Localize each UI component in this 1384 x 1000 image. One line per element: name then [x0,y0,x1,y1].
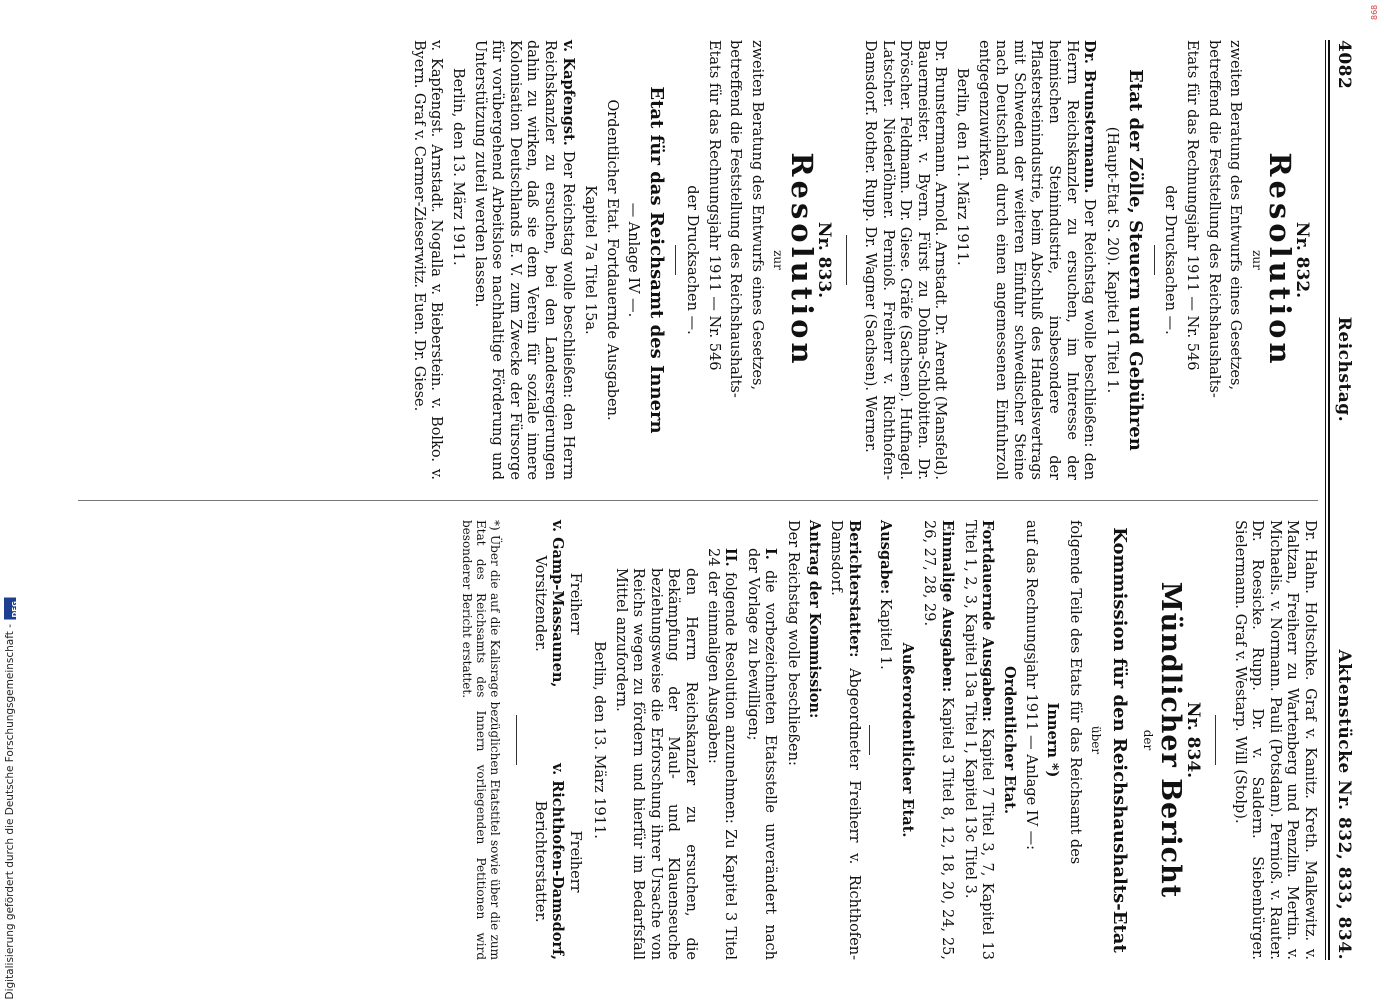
page-header [1334,40,1364,960]
nr834-text1: folgende Teile des Etats für das Reichsamt des [1066,520,1083,865]
nr834-fort-label: Fortdauernde Ausgaben: [979,520,997,722]
rule [869,725,870,755]
rule [1154,245,1155,275]
rule [846,235,847,285]
nr832-zur: zur [1249,250,1264,270]
nr832-text3: Etats für das Rechnungsjahr 1911 — Nr. 546 [1184,40,1201,371]
nr833-etat-title: Etat für das Reichsamt des Innern [646,86,668,434]
nr834-number: Nr. 834. [1183,701,1204,779]
nr834-antrag: Antrag der Kommission: [805,520,823,719]
nr832-title: Resolution [1263,152,1298,368]
nr834-ordentlicher: Ordentlicher Etat. [1000,665,1018,815]
rule [1215,715,1216,765]
sig2-pre: Freiherr [567,830,584,893]
nr833-title: Resolution [784,152,819,368]
header-rule [1325,40,1330,960]
rule [675,245,676,275]
nr834-i-label: I. [762,548,780,560]
sig2-role: Berichterstatter. [532,800,549,923]
nr832-text1: zweiten Beratung des Entwurfs eines Gesetzes, [1227,40,1244,391]
nr834-ueber: über [1089,725,1104,755]
header-center: Reichstag. [1333,316,1354,423]
nr834-text3: auf das Rechnungsjahr 1911 — Anlage IV —: [1023,520,1040,851]
nr833-date: Berlin, den 13. März 1911. [450,68,467,266]
nr833-text3: Etats für das Rechnungsjahr 1911 — Nr. 546 [705,40,722,371]
nr834-reichstag: Der Reichstag wolle beschließen: [784,520,801,766]
nr834-kommission: Kommission für den Reichshaushalts-Etat [1109,527,1131,953]
nr833-text4: der Drucksachen —. [683,185,700,335]
nr833-etat-sub3: Kapitel 7a Titel 15a. [582,185,599,335]
nr834-text2: Innern *) [1044,702,1062,778]
page-number: 4082 [1333,40,1354,90]
nr834-ein: Kapitel 3 Titel 8, 12, 18, 20, 24, 25, 26, 27, 28, 29. [921,520,956,961]
nr834-ii-body: den Herrn Reichskanzler zu ersuchen, die Bekämpfung der Maul- und Klauenseuche beziehungsweise die Erforschung ihrer Ursache von Reichs wegen zu fördern und hierfür im Bedarfsfall Mittel anzufordern. [612,568,699,960]
footer-text: Digitalisierung gefördert durch die Deutsche Forschungsgemeinschaft - [4,624,16,1000]
sig1-name: v. Gamp-Massaunen, [548,520,566,688]
nr832-signers: Dr. Brunstermann. Arnold. Arnstadt. Dr. Arendt (Mansfeld). Bauermeister. v. Byern. Fürst zu Dohna-Schlobitten. Dr. Dröscher. Feldmann. Dr. Giese. Gräfe (Sachsen). Hufnagel. Latscher. Niederlöhner. Pernioß. Freiherr v. Richthofen-Damsdorf. Rother. Rupp. Dr. Wagner (Sachsen). Werner. [862,40,949,480]
nr834-aus: Kapitel 1. [877,598,894,670]
nr832-date: Berlin, den 11. März 1911. [954,68,971,266]
nr834-title: Mündlicher Bericht [1155,581,1187,899]
nr832-text2: betreffend die Feststellung des Reichshaushalts- [1205,40,1222,398]
nr834-i-text: die vorbezeichneten Etatsstelle unverändert nach der Vorlage zu bewilligen; [744,548,779,960]
column-divider [78,500,1318,501]
top-signers: Dr. Hahn. Holtschke. Graf v. Kanitz. Kreth. Malkewitz. v. Maltzan, Freiherr zu Wartenberg und Penzlin. Mertin. v. Michaelis. v. Normann. Pauli (Potsdam). Pernioß. v. Rauter. Dr. Roesicke. Rupp. Dr. v. Saldern. Siebenbürger. Sielermann. Graf v. Westarp. Will (Stolp). [1231,520,1318,960]
nr833-text2: betreffend die Feststellung des Reichshaushalts- [727,40,744,398]
right-column [456,520,1318,960]
signature-row [531,520,584,960]
nr832-text4: der Drucksachen —. [1162,185,1179,335]
nr833-etat-sub2: Ordentlicher Etat. Fortdauernde Ausgaben. [603,99,620,421]
nr834-fort: Kapitel 7 Titel 3, 7, Kapitel 13 Titel 1, 2, 3, Kapitel 13a Titel 1, Kapitel 13c Titel 3. [961,520,996,960]
nr832-etat-title: Etat der Zölle, Steuern und Gebühren [1124,69,1146,451]
nr833-etat-sub: — Anlage IV —. [625,202,642,318]
left-column [405,40,1318,480]
nr833-body-name: v. Kapfengst. [559,40,577,146]
nr834-bericht-label: Berichterstatter: [845,520,863,658]
nr832-body-name: Dr. Brunstermann. [1081,40,1099,194]
sig1-role: Vorsitzender. [532,555,549,652]
nr833-zur: zur [771,250,786,270]
nr834-ausserordentlicher: Außerordentlicher Etat. [898,642,916,838]
nr832-etat-sub: (Haupt-Etat S. 20). Kapitel 1 Titel 1. [1103,126,1120,394]
dfg-logo-icon: DFG [4,598,16,620]
nr832-body: Der Reichstag wolle beschließen: den Herrn Reichskanzler zu ersuchen, im Interesse der heimischen Steinindustrie, insbesondere der Pflastersteinindustrie, beim Abschluß des Handelsvertrags mit Schweden der weiteren Einfuhr schwedischer Steine nach Deutschland durch einen angemessenen Einfuhrzoll entgegenzuwirken. [975,40,1098,480]
nr833-signers: v. Kapfengst. Arnstadt. Nogalla v. Bieberstein. v. Bolko. v. Byern. Graf v. Carmer-Zieserwitz. Euen. Dr. Giese. [410,40,445,480]
nr832-number: Nr. 832. [1292,221,1312,299]
corner-tag: 868 [1370,4,1379,20]
header-right: Aktenstücke Nr. 832, 833, 834. [1333,649,1354,960]
nr833-body: Der Reichstag wolle beschließen: den Herrn Reichskanzler zu ersuchen, bei den Landesregierungen dahin zu wirken, daß sie dem Verein für soziale innere Kolonisation Deutschlands E. V. zum Zwecke der Fürsorge für vorübergehend Arbeitslose nachhaltige Förderung und Unterstützung zuteil werden lassen. [471,40,576,481]
nr834-bericht: Abgeordneter Freiherr v. Richthofen-Damsdorf. [828,520,862,960]
nr834-date: Berlin, den 13. März 1911. [591,641,607,839]
nr833-number: Nr. 833. [813,221,834,299]
rule [516,715,517,765]
sig1-pre: Freiherr [567,572,584,635]
nr833-text1: zweiten Beratung des Entwurfs eines Gesetzes, [748,40,765,391]
sig2-name: v. Richthofen-Damsdorf, [548,763,566,960]
nr834-der: der [1140,729,1155,751]
nr834-ein-label: Einmalige Ausgaben: [939,520,957,693]
footnote: *) Über die auf die Kalisrage bezüglichen Etatstitel sowie über die zum Etat des Reichsamts des Innern vorliegenden Petitionen wird besonderer Bericht erstattet. [459,520,502,960]
nr834-ii-label: II. [722,548,740,567]
nr834-aus-label: Ausgabe: [877,520,895,595]
nr834-ii-text: folgende Resolution anzunehmen: Zu Kapitel 3 Titel 24 der einmaligen Ausgaben: [704,548,739,961]
